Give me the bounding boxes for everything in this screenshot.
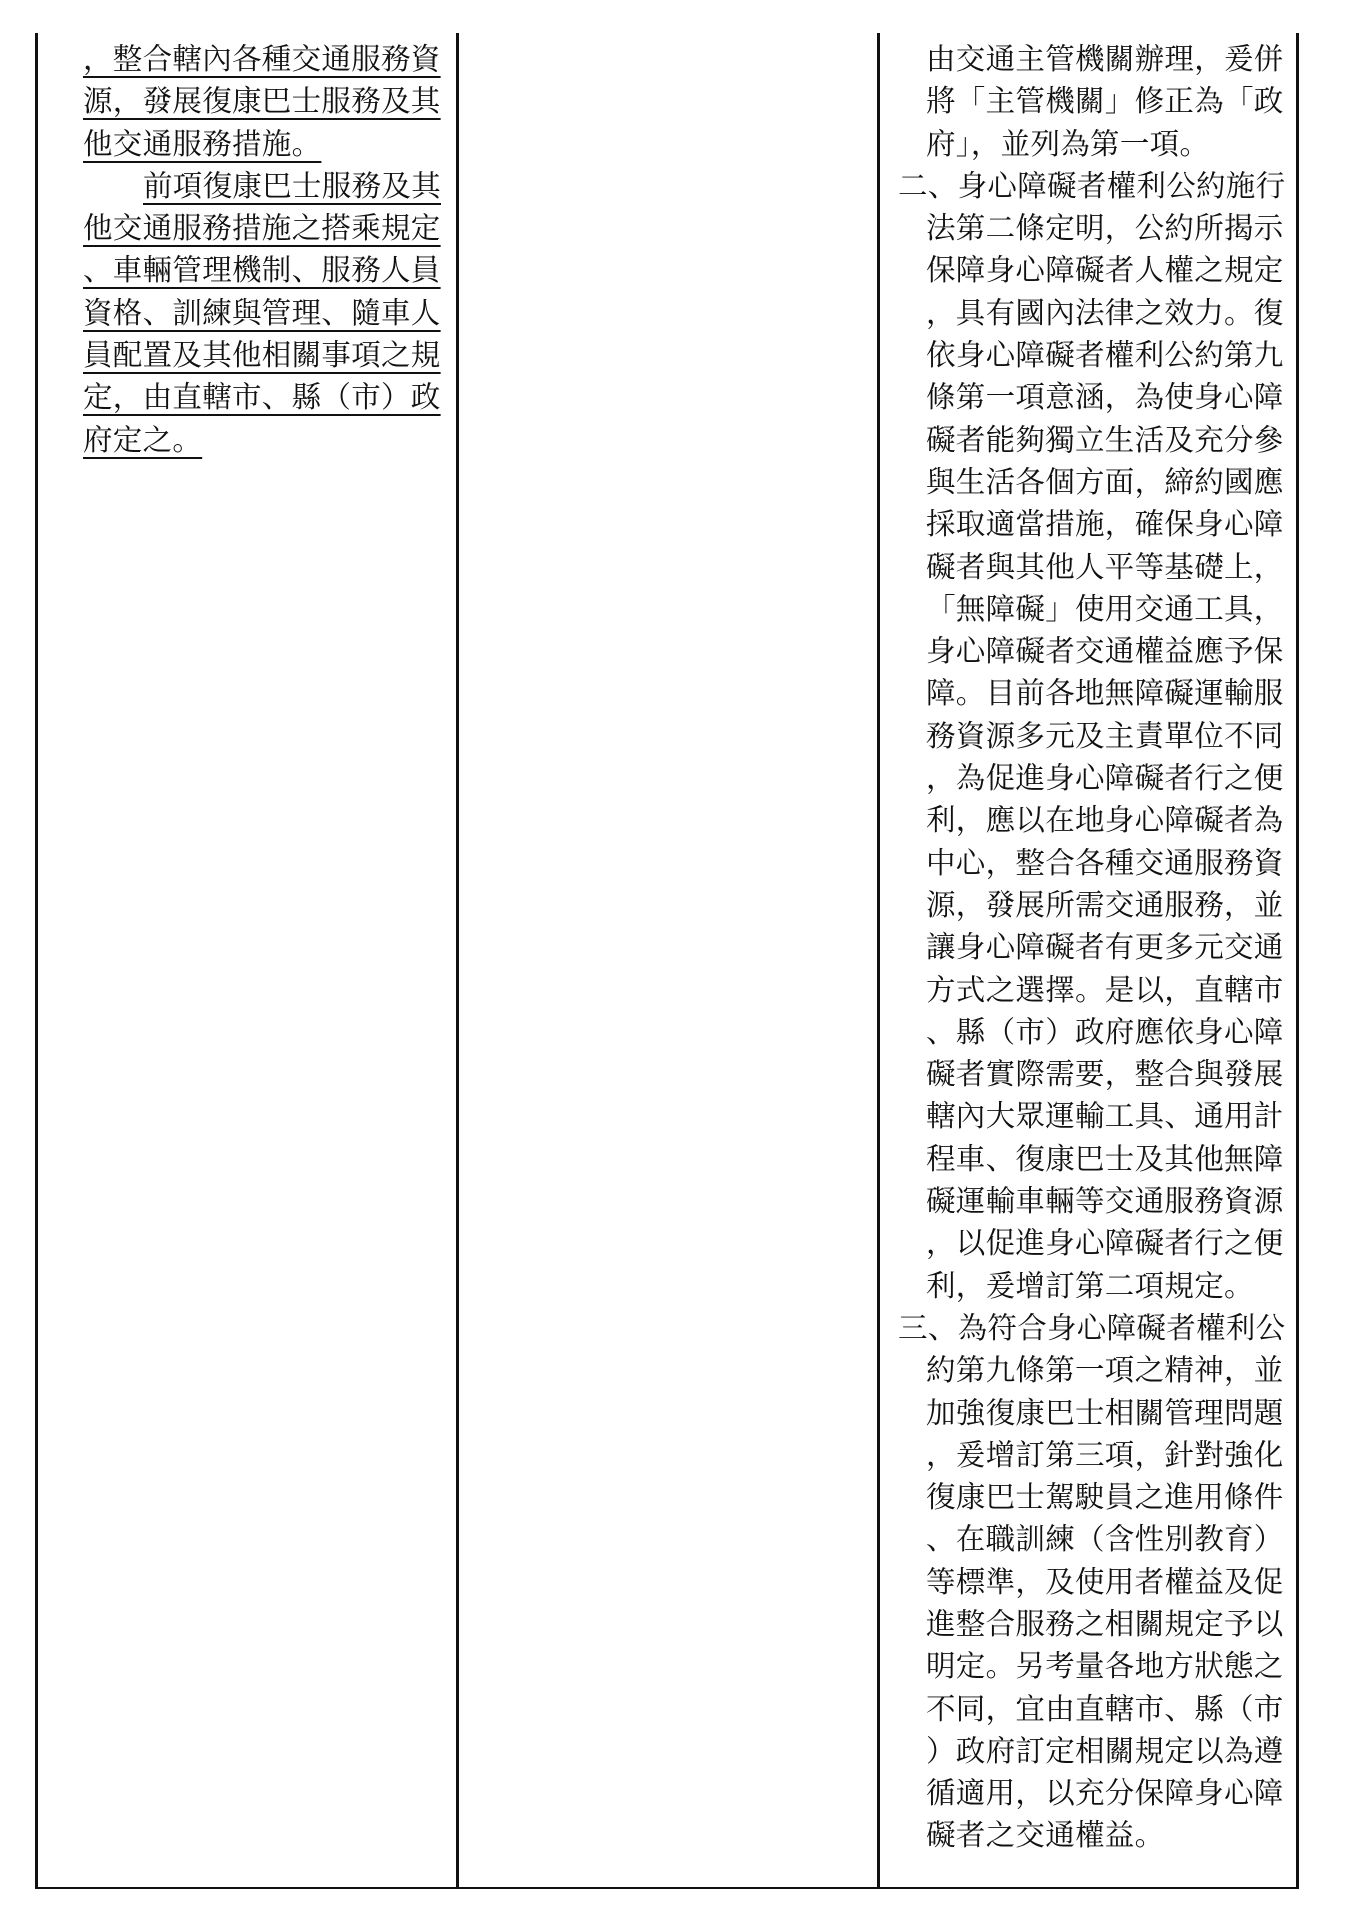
amended-line: 他交通服務措施。 (83, 126, 322, 161)
explanation-line: ，以促進身心障礙者行之便 (926, 1226, 1284, 1261)
explanation-line: 由交通主管機關辦理，爰併 (926, 42, 1284, 76)
explanation-line: 將「主管機關」修正為「政 (926, 84, 1284, 119)
explanation-line: 障。目前各地無障礙運輸服 (926, 676, 1284, 711)
explanation-line: 、縣（市）政府應依身心障 (926, 1014, 1284, 1049)
amended-line: 前項復康巴士服務及其 (143, 168, 442, 203)
table-border-left (35, 33, 38, 1887)
explanation-line: 循適用，以充分保障身心障 (926, 1776, 1284, 1811)
explanation-line: 法第二條定明，公約所揭示 (926, 211, 1284, 246)
amended-line: 員配置及其他相關事項之規 (83, 338, 441, 373)
explanation-line: 礙者能夠獨立生活及充分參 (926, 422, 1284, 457)
explanation-column (898, 38, 1288, 1857)
explanation-line: ，為促進身心障礙者行之便 (926, 761, 1284, 796)
explanation-item-start: 二、身心障礙者權利公約施行 (898, 168, 1286, 203)
table-border-right (1296, 33, 1299, 1887)
table-bottom-border (35, 1887, 1299, 1889)
explanation-line: 依身心障礙者權利公約第九 (926, 338, 1284, 373)
explanation-line: 礙運輸車輛等交通服務資源 (926, 1184, 1284, 1219)
explanation-line: 明定。另考量各地方狀態之 (926, 1649, 1284, 1684)
explanation-line: 府」，並列為第一項。 (926, 126, 1210, 161)
explanation-line: 約第九條第一項之精神，並 (926, 1353, 1284, 1388)
explanation-line: 採取適當措施，確保身心障 (926, 507, 1284, 542)
explanation-line: 條第一項意涵，為使身心障 (926, 380, 1284, 415)
explanation-line: 源，發展所需交通服務，並 (926, 887, 1284, 922)
explanation-line: 加強復康巴士相關管理問題 (926, 1395, 1284, 1430)
explanation-line: 礙者之交通權益。 (926, 1818, 1165, 1853)
explanation-line: 、在職訓練（含性別教育） (926, 1522, 1284, 1557)
column-divider-1 (456, 33, 459, 1887)
amended-line: 他交通服務措施之搭乘規定 (83, 211, 441, 246)
explanation-line: 讓身心障礙者有更多元交通 (926, 930, 1284, 965)
column-divider-2 (877, 33, 880, 1887)
amended-line: 定，由直轄市、縣（市）政 (83, 380, 441, 415)
amended-line: 府定之。 (83, 422, 203, 457)
explanation-item-start: 三、為符合身心障礙者權利公 (898, 1310, 1286, 1345)
explanation-line: ）政府訂定相關規定以為遵 (926, 1733, 1284, 1768)
explanation-line: 保障身心障礙者人權之規定 (926, 253, 1284, 288)
explanation-line: 方式之選擇。是以，直轄市 (926, 972, 1284, 1007)
explanation-line: 礙者與其他人平等基礎上， (926, 549, 1284, 584)
explanation-line: 轄內大眾運輸工具、通用計 (926, 1099, 1284, 1134)
explanation-line: 利，爰增訂第二項規定。 (926, 1268, 1254, 1303)
explanation-line: 復康巴士駕駛員之進用條件 (926, 1480, 1284, 1515)
explanation-line: 進整合服務之相關規定予以 (926, 1606, 1284, 1641)
explanation-line: 「無障礙」使用交通工具， (926, 591, 1284, 626)
amended-line: 、車輛管理機制、服務人員 (83, 253, 441, 288)
explanation-line: 與生活各個方面，締約國應 (926, 464, 1284, 499)
amended-line: 資格、訓練與管理、隨車人 (83, 295, 441, 330)
explanation-line: 中心，整合各種交通服務資 (926, 845, 1284, 880)
amended-line: ，整合轄內各種交通服務資 (83, 42, 441, 76)
explanation-line: 等標準，及使用者權益及促 (926, 1564, 1284, 1599)
explanation-line: 利，應以在地身心障礙者為 (926, 803, 1284, 838)
explanation-line: ，爰增訂第三項，針對強化 (926, 1437, 1284, 1472)
explanation-line: 不同，宜由直轄市、縣（市 (926, 1691, 1284, 1726)
explanation-line: 身心障礙者交通權益應予保 (926, 634, 1284, 669)
explanation-line: 程車、復康巴士及其他無障 (926, 1141, 1284, 1176)
explanation-line: 務資源多元及主責單位不同 (926, 718, 1284, 753)
amended-text-column (83, 38, 447, 461)
explanation-line: ，具有國內法律之效力。復 (926, 295, 1284, 330)
explanation-line: 礙者實際需要，整合與發展 (926, 1057, 1284, 1092)
amended-line: 源，發展復康巴士服務及其 (83, 84, 441, 119)
